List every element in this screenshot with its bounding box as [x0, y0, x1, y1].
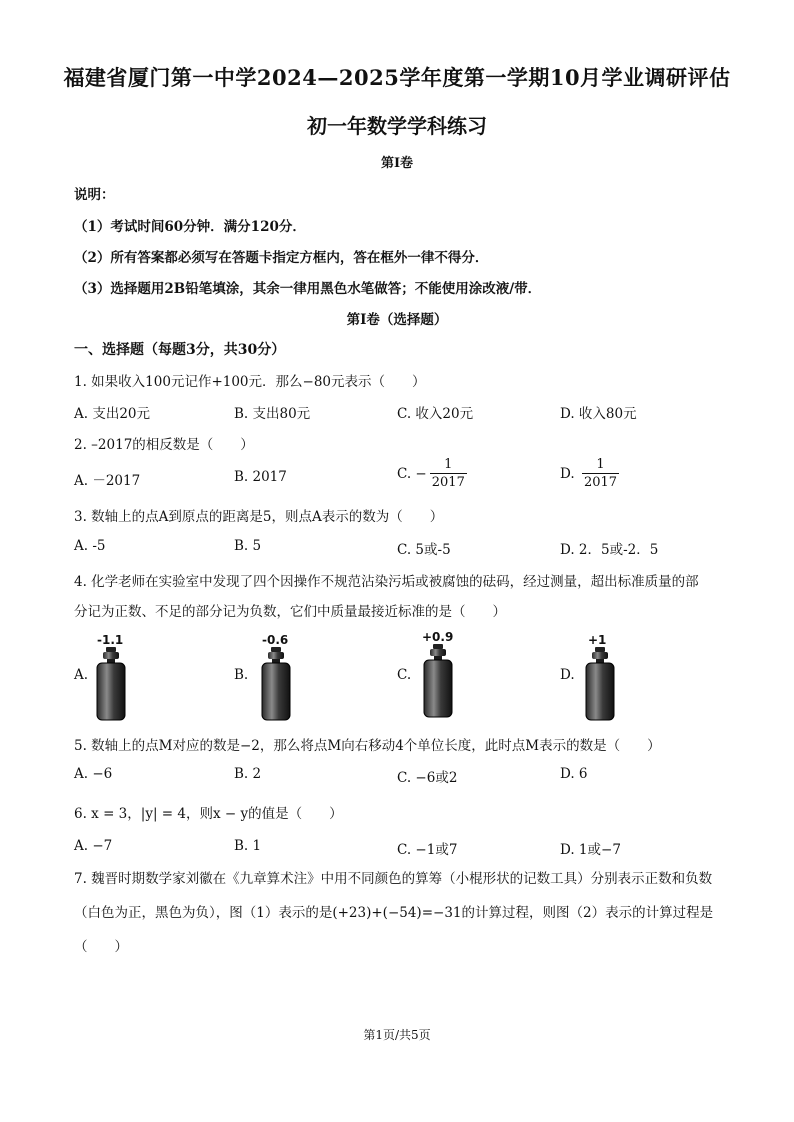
- volume-label: 第Ⅰ卷: [380, 156, 414, 171]
- q4-option-c: C.: [397, 667, 412, 683]
- q3-option-a: A. -5: [74, 538, 106, 554]
- notes-heading: 说明：: [74, 187, 115, 203]
- weight-d-icon: [583, 646, 617, 722]
- weight-c-label: +0.9: [422, 630, 454, 644]
- weight-d-label: +1: [588, 633, 607, 647]
- question-4-stem-line-2: 分记为正数、不足的部分记为负数，它们中质量最接近标准的是（ ）: [74, 604, 506, 620]
- q5-option-c: C. −6或2: [397, 770, 458, 786]
- exam-title: 福建省厦门第一中学2024—2025学年度第一学期10月学业调研评估: [63, 65, 731, 90]
- q6-option-d: D. 1或−7: [560, 842, 621, 858]
- q1-option-a: A. 支出20元: [74, 406, 151, 422]
- part-title: 第Ⅰ卷（选择题）: [346, 312, 448, 328]
- q6-option-b: B. 1: [234, 838, 262, 854]
- q4-option-a: A.: [74, 667, 89, 683]
- q3-option-b: B. 5: [234, 538, 262, 554]
- question-4-stem-line-1: 4. 化学老师在实验室中发现了四个因操作不规范沾染污垢或被腐蚀的砝码，经过测量，超出标准质量的部: [74, 574, 699, 590]
- q2-option-d-prefix: D.: [560, 466, 579, 482]
- q1-option-b: B. 支出80元: [234, 406, 311, 422]
- q2-option-d-fraction: [582, 457, 619, 491]
- q2-option-c: [397, 457, 467, 491]
- q2-option-b: B. 2017: [234, 469, 287, 485]
- question-1-stem: 1. 如果收入100元记作+100元．那么−80元表示（ ）: [74, 374, 426, 390]
- q3-option-d: D. 2．5或-2．5: [560, 542, 659, 558]
- q5-option-a: A. −6: [74, 766, 113, 782]
- fraction-denominator: 2017: [431, 475, 465, 490]
- q2-option-c-fraction: [430, 457, 467, 491]
- question-3-stem: 3. 数轴上的点A到原点的距离是5，则点A表示的数为（ ）: [74, 509, 444, 525]
- page-footer: 第1页/共5页: [363, 1028, 431, 1042]
- note-item-2: （2）所有答案都必须写在答题卡指定方框内，答在框外一律不得分．: [74, 250, 489, 266]
- q5-option-b: B. 2: [234, 766, 262, 782]
- q4-option-b: B.: [234, 667, 249, 683]
- question-6-stem: 6. x = 3，|y| = 4，则x − y的值是（ ）: [74, 806, 343, 822]
- q2-option-c-prefix: C. −: [397, 466, 427, 482]
- question-2-stem: 2. –2017的相反数是（ ）: [74, 437, 254, 453]
- question-7-stem: 7. 魏晋时期数学家刘徽在《九章算术注》中用不同颜色的算筹（小棍形状的记数工具）分别表示正数和负数（白色为正，黑色为负），图（1）表示的是(+23)+(−54)=−31的计算过程，则图（2）表示的计算过程是（ ）: [74, 871, 714, 955]
- question-5-stem: 5. 数轴上的点M对应的数是−2，那么将点M向右移动4个单位长度，此时点M表示的数是（ ）: [74, 738, 661, 754]
- fraction-denominator: 2017: [583, 475, 618, 490]
- weight-c-icon: [421, 643, 455, 719]
- fraction-numerator: 1: [596, 457, 605, 472]
- fraction-numerator: 1: [444, 457, 453, 472]
- q6-option-a: A. −7: [74, 838, 113, 854]
- note-item-1: （1）考试时间60分钟．满分120分．: [74, 219, 306, 235]
- note-item-3: （3）选择题用2B铅笔填涂，其余一律用黑色水笔做答；不能使用涂改液/带．: [74, 281, 542, 297]
- weight-b-label: -0.6: [262, 633, 289, 647]
- q1-option-c: C. 收入20元: [397, 406, 474, 422]
- q4-option-d: D.: [560, 667, 575, 683]
- exam-subtitle: 初一年数学学科练习: [307, 114, 487, 138]
- weight-b-icon: [259, 646, 293, 722]
- weight-a-label: -1.1: [97, 633, 124, 647]
- q6-option-c: C. −1或7: [397, 842, 458, 858]
- q3-option-c: C. 5或-5: [397, 542, 451, 558]
- q2-option-a: A. －2017: [74, 473, 141, 489]
- q1-option-d: D. 收入80元: [560, 406, 637, 422]
- weight-a-icon: [94, 646, 128, 722]
- section-title: 一、选择题（每题3分，共30分）: [74, 342, 286, 358]
- q2-option-d: [560, 457, 619, 491]
- q5-option-d: D. 6: [560, 766, 588, 782]
